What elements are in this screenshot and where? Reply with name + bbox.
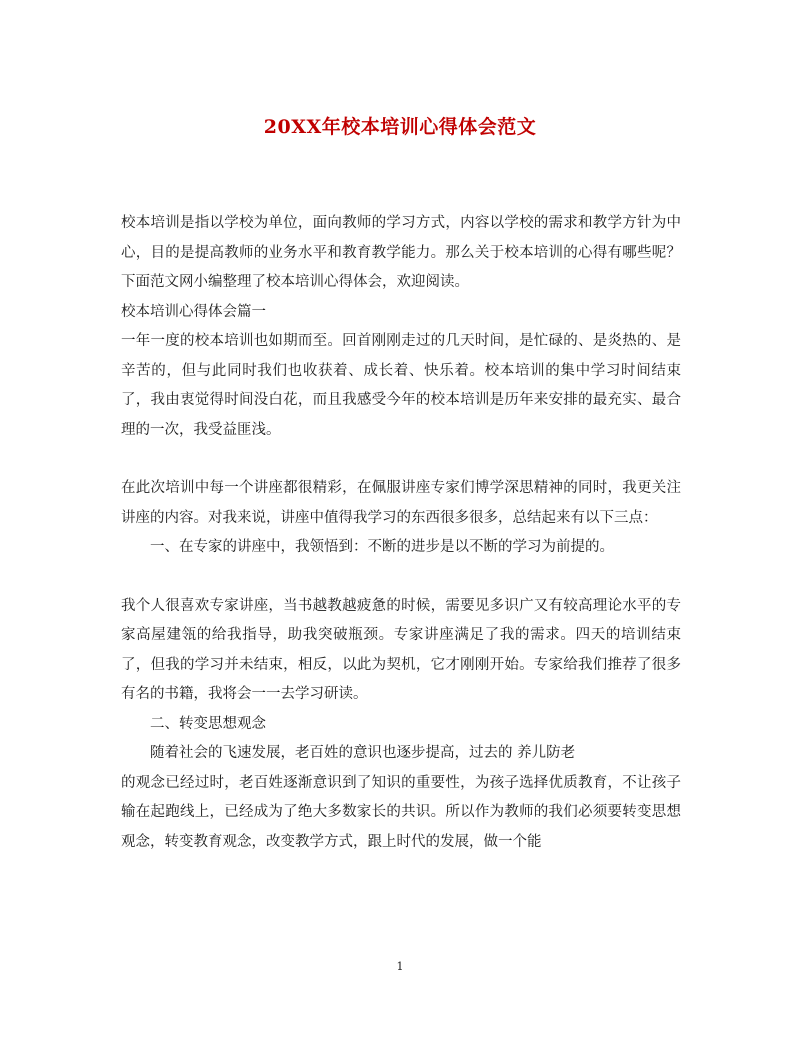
body-paragraph: 我个人很喜欢专家讲座，当书越教越疲惫的时候，需要见多识广又有较高理论水平的专家高屋建瓴的给我指导，助我突破瓶颈。专家讲座满足了我的需求。四天的培训结束了，但我的学习并未结束，相反，以此为契机，它才刚刚开始。专家给我们推荐了很多有名的书籍，我将会一一去学习研读。: [121, 597, 681, 702]
point-heading: 二、转变思想观念: [150, 715, 266, 732]
document-body: [121, 209, 681, 857]
body-paragraph: 随着社会的飞速发展，老百姓的意识也逐步提高，过去的 养儿防老: [150, 745, 576, 761]
body-paragraph: 一年一度的校本培训也如期而至。回首刚刚走过的几天时间，是忙碌的、是炎热的、是辛苦的，但与此同时我们也收获着、成长着、快乐着。校本培训的集中学习时间结束了，我由衷觉得时间没白花，而且我感受今年的校本培训是历年来安排的最充实、最合理的一次，我受益匪浅。: [121, 333, 681, 438]
point-heading: 一、在专家的讲座中，我领悟到：不断的进步是以不断的学习为前提的。: [150, 539, 614, 555]
section-heading: 校本培训心得体会篇一: [121, 303, 266, 320]
body-paragraph: 在此次培训中每一个讲座都很精彩，在佩服讲座专家们博学深思精神的同时，我更关注讲座的内容。对我来说，讲座中值得我学习的东西很多很多，总结起来有以下三点：: [121, 480, 681, 526]
intro-paragraph: 校本培训是指以学校为单位，面向教师的学习方式，内容以学校的需求和教学方针为中心，目的是提高教师的业务水平和教育教学能力。那么关于校本培训的心得有哪些呢？下面范文网小编整理了校本培训心得体会，欢迎阅读。: [121, 215, 681, 290]
document-title: 20XX年校本培训心得体会范文: [263, 116, 537, 138]
page-number: 1: [396, 960, 404, 973]
body-paragraph: 的观念已经过时，老百姓逐渐意识到了知识的重要性，为孩子选择优质教育，不让孩子输在起跑线上，已经成为了绝大多数家长的共识。所以作为教师的我们必须要转变思想观念，转变教育观念，改变教学方式，跟上时代的发展，做一个能: [121, 774, 681, 850]
